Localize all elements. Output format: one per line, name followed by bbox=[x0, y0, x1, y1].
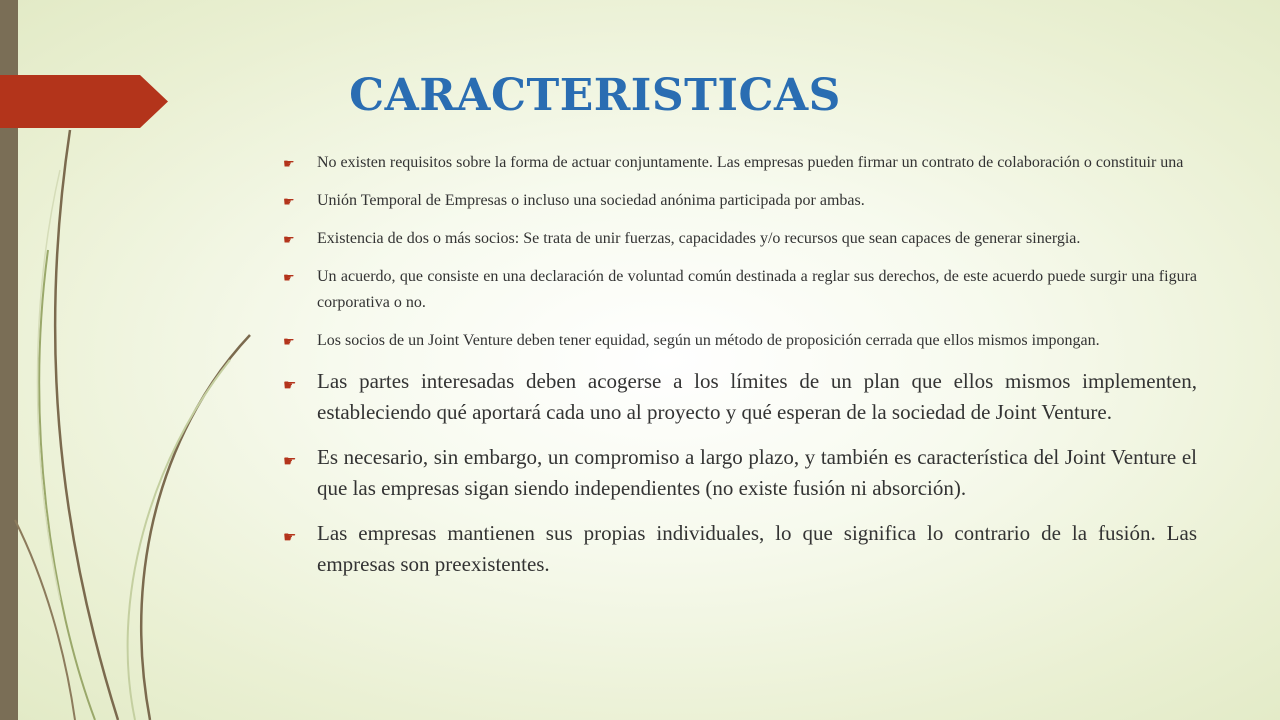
slide-title: CARACTERISTICAS bbox=[349, 70, 841, 121]
list-item-text: Los socios de un Joint Venture deben tener equidad, según un método de proposición cerrada que ellos mismos impongan. bbox=[317, 332, 1100, 349]
arrow-right-box-icon: ☛ bbox=[283, 157, 295, 172]
list-item-text: Las empresas mantienen sus propias individuales, lo que significa lo contrario de la fusión. Las empresas son preexistentes. bbox=[317, 521, 1197, 576]
list-item-text: Existencia de dos o más socios: Se trata de unir fuerzas, capacidades y/o recursos que sean capaces de generar sinergia. bbox=[317, 230, 1081, 247]
list-item-text: Las partes interesadas deben acogerse a los límites de un plan que ellos mismos implementen, estableciendo qué aportará cada uno al proyecto y qué esperan de la sociedad de Joint Venture. bbox=[317, 369, 1197, 424]
list-item-text: Un acuerdo, que consiste en una declaración de voluntad común destinada a reglar sus derechos, de este acuerdo puede surgir una figura corporativa o no. bbox=[317, 268, 1197, 311]
list-item bbox=[283, 150, 1197, 176]
arrow-right-box-icon: ☛ bbox=[283, 271, 295, 286]
list-item bbox=[283, 442, 1197, 504]
arrow-right-box-icon: ☛ bbox=[283, 528, 297, 546]
list-item-text: No existen requisitos sobre la forma de actuar conjuntamente. Las empresas pueden firmar un contrato de colaboración o constituir una bbox=[317, 154, 1184, 171]
arrow-right-box-icon: ☛ bbox=[283, 376, 297, 394]
list-item bbox=[283, 366, 1197, 428]
list-item bbox=[283, 328, 1197, 354]
list-item bbox=[283, 226, 1197, 252]
arrow-right-box-icon: ☛ bbox=[283, 452, 297, 470]
list-item bbox=[283, 188, 1197, 214]
list-item bbox=[283, 264, 1197, 316]
list-item bbox=[283, 518, 1197, 580]
list-item-text: Unión Temporal de Empresas o incluso una sociedad anónima participada por ambas. bbox=[317, 192, 865, 209]
list-item-text: Es necesario, sin embargo, un compromiso a largo plazo, y también es característica del Joint Venture el que las empresas sigan siendo independientes (no existe fusión ni absorción). bbox=[317, 445, 1197, 500]
arrow-right-box-icon: ☛ bbox=[283, 195, 295, 210]
arrow-right-box-icon: ☛ bbox=[283, 335, 295, 350]
bullet-list bbox=[283, 150, 1197, 594]
arrow-right-box-icon: ☛ bbox=[283, 233, 295, 248]
